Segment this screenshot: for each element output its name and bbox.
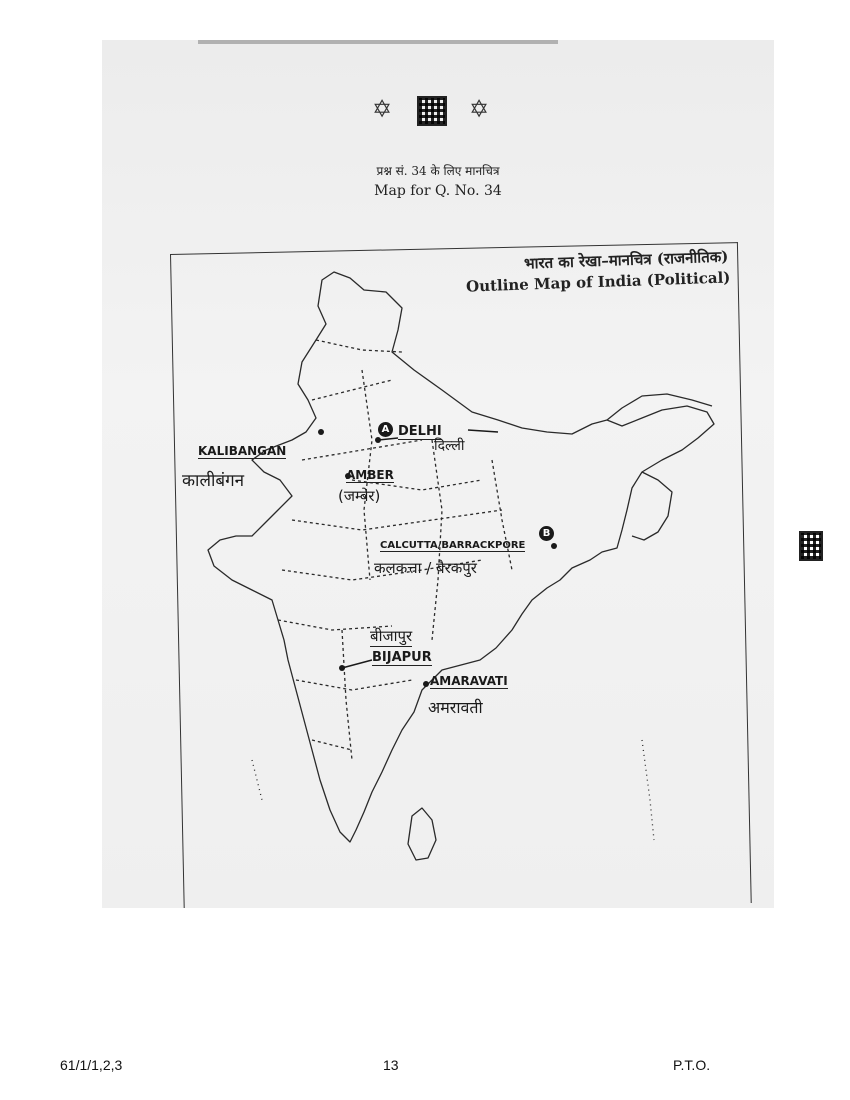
label-kalibangan: KALIBANGAN bbox=[198, 444, 287, 458]
label-bijapur-hindi: बीजापुर bbox=[370, 627, 413, 645]
side-qr-code-icon bbox=[799, 531, 823, 561]
label-amber-hindi: (जम्बेर) bbox=[338, 487, 381, 505]
label-amaravati: AMARAVATI bbox=[430, 674, 508, 688]
sri-lanka-outline bbox=[408, 808, 436, 860]
star-left-icon: ✡ bbox=[372, 95, 393, 123]
marker-b: B bbox=[539, 526, 554, 541]
footer-pto: P.T.O. bbox=[673, 1057, 711, 1073]
northeast-outline bbox=[607, 394, 712, 540]
india-outline bbox=[208, 272, 714, 842]
star-right-icon: ✡ bbox=[469, 95, 490, 123]
question-title-english: Map for Q. No. 34 bbox=[374, 183, 502, 199]
footer-page-number: 13 bbox=[383, 1057, 399, 1073]
question-title-hindi: प्रश्न सं. 34 के लिए मानचित्र bbox=[376, 164, 500, 178]
map-title-hindi: भारत का रेखा–मानचित्र (राजनीतिक) bbox=[523, 247, 729, 273]
footer-code: 61/1/1,2,3 bbox=[60, 1057, 123, 1073]
label-delhi-hindi: दिल्ली bbox=[434, 438, 465, 454]
label-bijapur: BIJAPUR bbox=[372, 650, 432, 665]
label-kalibangan-hindi: कालीबंगन bbox=[182, 471, 245, 491]
label-calcutta-barrackpore: CALCUTTA/BARRACKPORE bbox=[380, 540, 526, 551]
marker-a: A bbox=[378, 422, 393, 437]
label-delhi: DELHI bbox=[398, 424, 442, 439]
scanned-photo bbox=[102, 40, 774, 908]
label-calcutta-hindi: कलकत्ता / बैरकपुर bbox=[374, 559, 477, 577]
label-amaravati-hindi: अमरावती bbox=[428, 698, 483, 717]
islands bbox=[252, 740, 654, 840]
map-title-english: Outline Map of India (Political) bbox=[465, 268, 731, 296]
label-amber: AMBER bbox=[346, 468, 394, 482]
